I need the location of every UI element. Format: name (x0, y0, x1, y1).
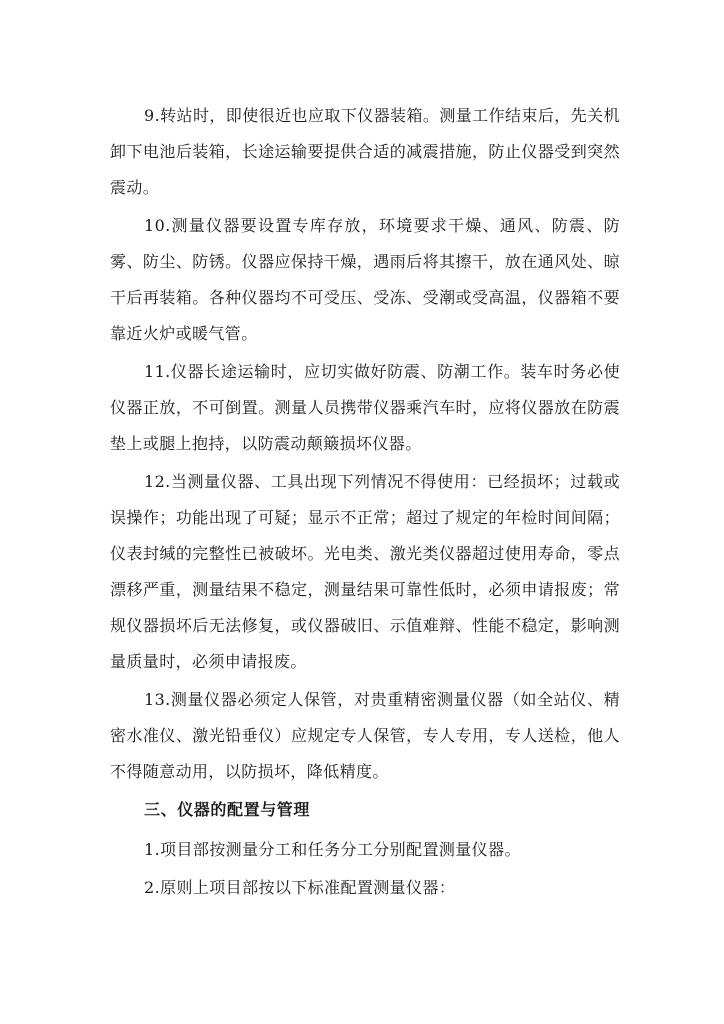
paragraph-item-10: 10.测量仪器要设置专库存放，环境要求干燥、通风、防震、防雾、防尘、防锈。仪器应保持干燥，遇雨后将其擦干，放在通风处、晾干后再装箱。各种仪器均不可受压、受冻、受潮或受高温，仪器箱不要靠近火炉或暖气管。 (110, 216, 620, 343)
paragraph-item-9: 9.转站时，即使很近也应取下仪器装箱。测量工作结束后，先关机卸下电池后装箱，长途运输要提供合适的减震措施，防止仪器受到突然震动。 (110, 106, 620, 197)
section-heading: 三、仪器的配置与管理 (144, 800, 311, 819)
paragraph-item-13: 13.测量仪器必须定人保管，对贵重精密测量仪器（如全站仪、精密水准仪、激光铅垂仪）应规定专人保管，专人专用，专人送检，他人不得随意动用，以防损坏，降低精度。 (110, 690, 620, 781)
paragraph-item-11: 11.仪器长途运输时，应切实做好防震、防潮工作。装车时务必使仪器正放，不可倒置。测量人员携带仪器乘汽车时，应将仪器放在防震垫上或腿上抱持，以防震动颠簸损坏仪器。 (110, 362, 620, 453)
paragraph-item-12: 12.当测量仪器、工具出现下列情况不得使用：已经损坏；过载或误操作；功能出现了可疑；显示不正常；超过了规定的年检时间间隔；仪表封缄的完整性已被破坏。光电类、激光类仪器超过使用寿命，零点漂移严重，测量结果不稳定，测量结果可靠性低时，必须申请报废；常规仪器损坏后无法修复，或仪器破旧、示值难辩、性能不稳定，影响测量质量时，必须申请报废。 (110, 472, 620, 671)
section-paragraph-2: 2.原则上项目部按以下标准配置测量仪器： (144, 878, 456, 897)
document-body (110, 98, 620, 908)
section-paragraph-1: 1.项目部按测量分工和任务分工分别配置测量仪器。 (144, 840, 521, 859)
